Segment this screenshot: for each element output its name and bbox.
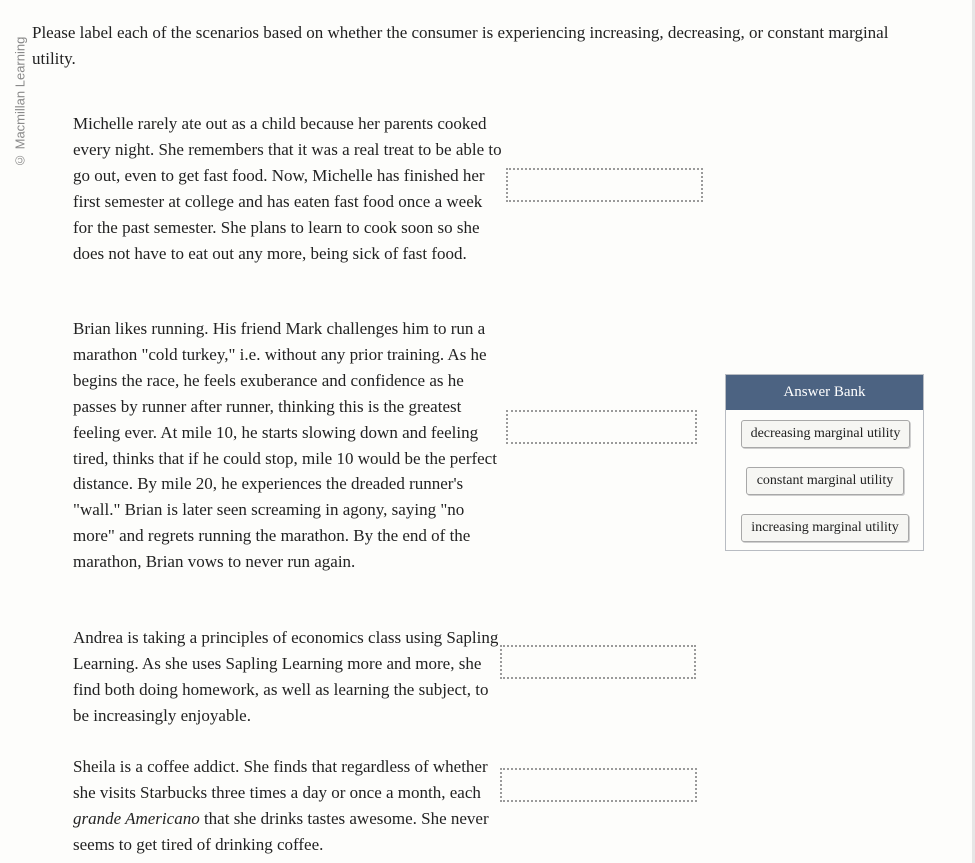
scenario-sheila-text-start: Sheila is a coffee addict. She finds that regardless of whether she visits Starbucks three times a day or once a month, each bbox=[73, 757, 488, 802]
question-instructions: Please label each of the scenarios based on whether the consumer is experiencing increasing, decreasing, or constant marginal utility. bbox=[32, 23, 889, 68]
scenario-michelle: Michelle rarely ate out as a child because her parents cooked every night. She remembers that it was a real treat to be able to go out, even to get fast food. Now, Michelle has finished her first semester at college and has eaten fast food once a week for the past semester. She plans to learn to cook soon so she does not have to eat out any more, being sick of fast food. bbox=[73, 114, 502, 263]
copyright-watermark: © Macmillan Learning bbox=[12, 36, 28, 168]
answer-chip-decreasing[interactable]: decreasing marginal utility bbox=[741, 420, 910, 448]
answer-bank-title: Answer Bank bbox=[726, 375, 923, 410]
answer-chip-increasing[interactable]: increasing marginal utility bbox=[741, 514, 909, 542]
drop-target-andrea[interactable] bbox=[500, 645, 696, 679]
scenario-sheila-italic: grande Americano bbox=[73, 808, 200, 828]
answer-chip-constant[interactable]: constant marginal utility bbox=[746, 467, 904, 495]
drop-target-sheila[interactable] bbox=[500, 768, 697, 802]
drop-target-brian[interactable] bbox=[506, 410, 697, 444]
scenario-sheila bbox=[73, 754, 498, 858]
scenario-brian: Brian likes running. His friend Mark challenges him to run a marathon "cold turkey," i.e. without any prior training. As he begins the race, he feels exuberance and confidence as he passes by runner after runner, thinking this is the greatest feeling ever. At mile 10, he starts slowing down and feeling tired, thinks that if he could stop, mile 10 would be the perfect distance. By mile 20, he experiences the dreaded runner's "wall." Brian is later seen screaming in agony, saying "no more" and regrets running the marathon. By the end of the marathon, Brian vows to never run again. bbox=[73, 319, 497, 572]
scenario-andrea: Andrea is taking a principles of economics class using Sapling Learning. As she uses Sapling Learning more and more, she find both doing homework, as well as learning the subject, to be increasingly enjoyable. bbox=[73, 628, 499, 725]
drop-target-michelle[interactable] bbox=[506, 168, 703, 202]
scenario-sheila-text-end: that she drinks tastes awesome. She never seems to get tired of drinking coffee. bbox=[73, 808, 489, 854]
answer-bank bbox=[725, 374, 924, 551]
